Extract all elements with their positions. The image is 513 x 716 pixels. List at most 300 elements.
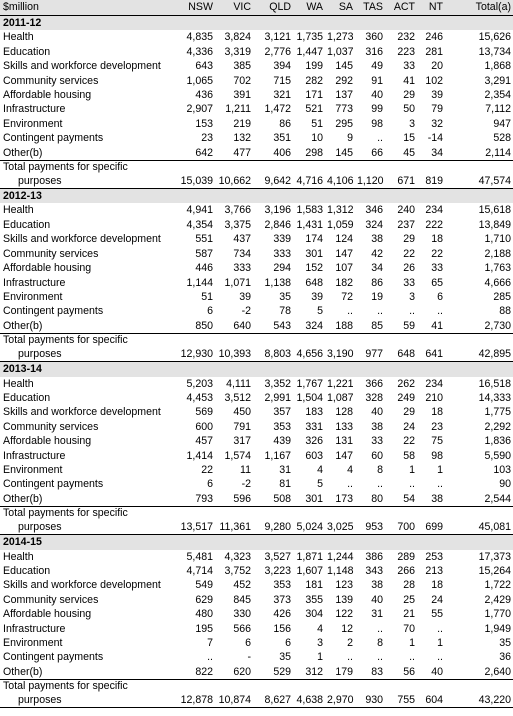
year-row bbox=[0, 535, 513, 550]
table-cell: 324 bbox=[365, 218, 383, 231]
table-cell: 285 bbox=[493, 290, 511, 303]
table-cell: 3,121 bbox=[264, 31, 291, 44]
table-cell: 4,323 bbox=[224, 550, 251, 563]
table-cell: 702 bbox=[233, 74, 251, 87]
table-row bbox=[0, 492, 513, 507]
table-cell: 38 bbox=[371, 420, 383, 433]
table-cell: 947 bbox=[493, 117, 511, 130]
row-label: Environment bbox=[3, 117, 63, 130]
table-row bbox=[0, 232, 513, 246]
total-blank bbox=[215, 507, 253, 521]
table-cell: 791 bbox=[233, 420, 251, 433]
table-cell: 596 bbox=[215, 492, 253, 507]
table-cell: 298 bbox=[293, 146, 325, 161]
total-blank bbox=[253, 507, 293, 521]
total-cell: 12,930 bbox=[175, 348, 215, 362]
table-row bbox=[0, 607, 513, 621]
row-label: Contingent payments bbox=[3, 478, 104, 491]
total-cell: 4,638 bbox=[293, 694, 325, 708]
table-cell: 210 bbox=[425, 391, 443, 404]
table-cell: 330 bbox=[233, 608, 251, 621]
table-cell: 13,734 bbox=[478, 45, 511, 58]
table-cell: 1,472 bbox=[264, 103, 291, 116]
table-cell: 1,735 bbox=[296, 31, 323, 44]
table-cell: 79 bbox=[431, 103, 443, 116]
row-label: Skills and workforce development bbox=[3, 233, 161, 246]
total-blank bbox=[445, 161, 513, 175]
table-cell: 86 bbox=[279, 117, 291, 130]
table-cell: 1,221 bbox=[327, 377, 354, 390]
table-cell: 38 bbox=[417, 492, 445, 507]
table-cell: 529 bbox=[253, 665, 293, 680]
row-label: Education bbox=[3, 565, 51, 577]
total-blank bbox=[175, 507, 215, 521]
table-cell: -2 bbox=[241, 478, 251, 491]
table-cell: 773 bbox=[335, 103, 353, 116]
year-label: 2014-15 bbox=[0, 535, 175, 550]
table-cell: 65 bbox=[431, 276, 443, 289]
year-label: 2013-14 bbox=[0, 362, 175, 377]
table-cell: 72 bbox=[341, 290, 353, 303]
row-label: Skills and workforce development bbox=[3, 579, 161, 592]
table-cell: 145 bbox=[325, 146, 355, 161]
table-cell: 179 bbox=[325, 665, 355, 680]
table-cell: 2,846 bbox=[264, 218, 291, 231]
table-cell: 1,312 bbox=[327, 204, 354, 217]
table-cell: 234 bbox=[425, 377, 443, 390]
table-cell: 13,849 bbox=[478, 218, 511, 231]
table-cell: 353 bbox=[273, 420, 291, 433]
table-cell: 90 bbox=[499, 478, 511, 491]
table-cell: 42 bbox=[371, 247, 383, 260]
total-blank bbox=[355, 334, 385, 348]
table-row bbox=[0, 636, 513, 650]
row-label: Contingent payments bbox=[3, 651, 104, 664]
total-cell: 10,662 bbox=[215, 175, 253, 189]
table-cell: 18 bbox=[431, 579, 443, 592]
table-cell: 131 bbox=[335, 435, 353, 448]
table-cell: 35 bbox=[279, 290, 291, 303]
total-row bbox=[0, 348, 513, 362]
table-cell: 4 bbox=[317, 622, 323, 635]
row-label: Community services bbox=[3, 420, 99, 433]
table-cell: 2,776 bbox=[264, 45, 291, 58]
table-cell: 22 bbox=[431, 247, 443, 260]
total-cell: 5,024 bbox=[293, 521, 325, 535]
table-row bbox=[0, 218, 513, 232]
table-cell: 850 bbox=[175, 319, 215, 334]
table-cell: 98 bbox=[431, 449, 443, 462]
header-row bbox=[0, 0, 513, 16]
table-row bbox=[0, 102, 513, 116]
table-cell: -14 bbox=[427, 132, 443, 145]
row-label: Infrastructure bbox=[3, 622, 66, 635]
table-cell: 182 bbox=[335, 276, 353, 289]
table-cell: 8 bbox=[377, 637, 383, 650]
table-cell: 4 bbox=[347, 463, 353, 476]
table-cell: 103 bbox=[493, 463, 511, 476]
table-cell: .. bbox=[377, 622, 383, 635]
table-cell: 436 bbox=[195, 89, 213, 102]
total-cell: 10,393 bbox=[215, 348, 253, 362]
table-cell: 1,431 bbox=[296, 218, 323, 231]
table-row bbox=[0, 405, 513, 419]
total-label: Total payments for specific bbox=[3, 507, 128, 520]
row-label: Other(b) bbox=[0, 665, 175, 680]
total-row-line1 bbox=[0, 507, 513, 521]
table-cell: 35 bbox=[279, 651, 291, 664]
table-cell: 3,319 bbox=[224, 45, 251, 58]
table-cell: 147 bbox=[335, 449, 353, 462]
table-cell: 199 bbox=[305, 60, 323, 73]
row-label: Other(b) bbox=[0, 492, 175, 507]
table-cell: 1 bbox=[437, 637, 443, 650]
table-cell: 75 bbox=[431, 435, 443, 448]
table-cell: 173 bbox=[325, 492, 355, 507]
table-cell: 521 bbox=[305, 103, 323, 116]
table-cell: 24 bbox=[403, 420, 415, 433]
table-cell: 551 bbox=[195, 233, 213, 246]
total-cell: 819 bbox=[417, 175, 445, 189]
table-cell: 1,037 bbox=[327, 45, 354, 58]
table-cell: 394 bbox=[273, 60, 291, 73]
table-cell: 4,835 bbox=[186, 31, 213, 44]
year-row-blank bbox=[253, 362, 293, 377]
total-label: Total payments for specific bbox=[3, 334, 128, 347]
table-cell: 39 bbox=[311, 290, 323, 303]
table-cell: 5,590 bbox=[484, 449, 511, 462]
table-cell: 40 bbox=[371, 89, 383, 102]
total-cell: 43,220 bbox=[445, 694, 513, 708]
column-header: TAS bbox=[355, 0, 385, 16]
total-cell: 604 bbox=[417, 694, 445, 708]
total-cell: 10,874 bbox=[215, 694, 253, 708]
table-row bbox=[0, 59, 513, 73]
total-blank bbox=[175, 334, 215, 348]
table-cell: 195 bbox=[195, 622, 213, 635]
table-cell: 40 bbox=[371, 593, 383, 606]
table-cell: 2 bbox=[347, 637, 353, 650]
table-cell: 133 bbox=[335, 420, 353, 433]
year-label: 2012-13 bbox=[0, 189, 175, 204]
table-cell: 4,666 bbox=[484, 276, 511, 289]
table-cell: 386 bbox=[365, 550, 383, 563]
table-cell: 219 bbox=[233, 117, 251, 130]
year-row-blank bbox=[215, 362, 253, 377]
row-label: Environment bbox=[3, 463, 63, 476]
total-blank bbox=[385, 507, 417, 521]
table-cell: 1,767 bbox=[296, 377, 323, 390]
row-label: Infrastructure bbox=[3, 276, 66, 289]
table-cell: 1,775 bbox=[484, 406, 511, 419]
table-row bbox=[0, 477, 513, 491]
table-cell: 3 bbox=[409, 290, 415, 303]
table-cell: 1 bbox=[409, 637, 415, 650]
table-cell: 124 bbox=[335, 233, 353, 246]
table-cell: 3,766 bbox=[224, 204, 251, 217]
table-cell: 1,949 bbox=[484, 622, 511, 635]
total-row bbox=[0, 175, 513, 189]
table-cell: 240 bbox=[397, 204, 415, 217]
table-cell: 21 bbox=[403, 608, 415, 621]
year-row-blank bbox=[253, 16, 293, 31]
table-row bbox=[0, 449, 513, 463]
total-cell: 45,081 bbox=[445, 521, 513, 535]
table-row bbox=[0, 593, 513, 607]
row-label: Education bbox=[3, 391, 51, 404]
table-cell: 18 bbox=[431, 406, 443, 419]
table-cell: 49 bbox=[371, 60, 383, 73]
table-cell: 88 bbox=[499, 305, 511, 318]
year-row-blank bbox=[175, 189, 215, 204]
table-cell: 1,414 bbox=[186, 449, 213, 462]
table-cell: 4,941 bbox=[186, 204, 213, 217]
year-row-blank bbox=[325, 362, 355, 377]
table-row bbox=[0, 463, 513, 477]
table-cell: 223 bbox=[397, 45, 415, 58]
total-cell: 4,716 bbox=[293, 175, 325, 189]
total-blank bbox=[325, 161, 355, 175]
table-cell: 1,071 bbox=[224, 276, 251, 289]
table-cell: 22 bbox=[403, 247, 415, 260]
table-cell: 406 bbox=[253, 146, 293, 161]
total-blank bbox=[417, 334, 445, 348]
table-row bbox=[0, 564, 513, 578]
row-label: Environment bbox=[3, 290, 63, 303]
table-cell: 1,148 bbox=[327, 565, 354, 577]
table-cell: 137 bbox=[335, 89, 353, 102]
row-label: Health bbox=[3, 377, 34, 390]
table-cell: 262 bbox=[397, 377, 415, 390]
total-blank bbox=[355, 161, 385, 175]
table-cell: 15,264 bbox=[478, 565, 511, 577]
table-cell: 38 bbox=[371, 579, 383, 592]
table-cell: 1,722 bbox=[484, 579, 511, 592]
year-row-blank bbox=[325, 16, 355, 31]
table-row bbox=[0, 665, 513, 680]
table-cell: 9 bbox=[347, 132, 353, 145]
table-row bbox=[0, 550, 513, 564]
table-cell: 324 bbox=[293, 319, 325, 334]
table-cell: -2 bbox=[241, 305, 251, 318]
table-cell: 3,223 bbox=[264, 565, 291, 577]
table-cell: 1,710 bbox=[484, 233, 511, 246]
table-cell: 98 bbox=[371, 117, 383, 130]
table-cell: 99 bbox=[371, 103, 383, 116]
table-cell: 2,429 bbox=[484, 593, 511, 606]
year-row-blank bbox=[175, 16, 215, 31]
table-cell: 55 bbox=[431, 608, 443, 621]
year-row bbox=[0, 362, 513, 377]
table-cell: 5,203 bbox=[186, 377, 213, 390]
table-cell: 2,354 bbox=[484, 89, 511, 102]
table-cell: 253 bbox=[425, 550, 443, 563]
table-cell: 793 bbox=[175, 492, 215, 507]
table-cell: 715 bbox=[273, 74, 291, 87]
table-cell: 3 bbox=[317, 637, 323, 650]
table-cell: 60 bbox=[371, 449, 383, 462]
table-cell: 437 bbox=[233, 233, 251, 246]
year-row-blank bbox=[355, 362, 385, 377]
table-cell: 346 bbox=[365, 204, 383, 217]
total-blank bbox=[293, 334, 325, 348]
table-cell: 301 bbox=[293, 492, 325, 507]
year-row-blank bbox=[417, 189, 445, 204]
table-cell: 31 bbox=[371, 608, 383, 621]
table-cell: 213 bbox=[425, 565, 443, 577]
total-label-cont: purposes bbox=[0, 175, 175, 189]
table-cell: .. bbox=[437, 622, 443, 635]
table-cell: 289 bbox=[397, 550, 415, 563]
table-cell: 1,167 bbox=[264, 449, 291, 462]
total-blank bbox=[293, 161, 325, 175]
table-cell: 41 bbox=[403, 74, 415, 87]
row-label: Infrastructure bbox=[3, 103, 66, 116]
total-label-cont: purposes bbox=[0, 694, 175, 708]
row-label: Community services bbox=[3, 74, 99, 87]
table-cell: 282 bbox=[305, 74, 323, 87]
total-cell: 12,878 bbox=[175, 694, 215, 708]
table-cell: .. bbox=[409, 305, 415, 318]
table-cell: 51 bbox=[201, 290, 213, 303]
table-cell: 457 bbox=[195, 435, 213, 448]
table-cell: 145 bbox=[335, 60, 353, 73]
table-cell: 480 bbox=[195, 608, 213, 621]
row-label: Affordable housing bbox=[3, 262, 92, 275]
total-cell: 42,895 bbox=[445, 348, 513, 362]
total-blank bbox=[175, 161, 215, 175]
table-cell: 643 bbox=[195, 60, 213, 73]
table-row bbox=[0, 261, 513, 275]
table-cell: 3,375 bbox=[224, 218, 251, 231]
total-row bbox=[0, 521, 513, 535]
total-cell: 1,120 bbox=[357, 174, 384, 187]
table-cell: 2,114 bbox=[445, 146, 513, 161]
table-cell: 35 bbox=[499, 637, 511, 650]
table-cell: 339 bbox=[273, 233, 291, 246]
year-row-blank bbox=[385, 189, 417, 204]
table-cell: 439 bbox=[273, 435, 291, 448]
table-cell: 1 bbox=[317, 651, 323, 664]
year-row-blank bbox=[253, 535, 293, 550]
table-cell: 603 bbox=[305, 449, 323, 462]
table-cell: 543 bbox=[253, 319, 293, 334]
table-cell: 3,291 bbox=[484, 74, 511, 87]
table-cell: 1,871 bbox=[296, 550, 323, 563]
total-row-line1 bbox=[0, 334, 513, 348]
total-blank bbox=[385, 161, 417, 175]
table-cell: 1,138 bbox=[264, 276, 291, 289]
table-body bbox=[0, 16, 513, 708]
table-row bbox=[0, 276, 513, 290]
table-cell: 2,730 bbox=[445, 319, 513, 334]
table-cell: .. bbox=[377, 132, 383, 145]
table-cell: 385 bbox=[233, 60, 251, 73]
row-label: Affordable housing bbox=[3, 608, 92, 621]
table-row bbox=[0, 420, 513, 434]
table-cell: 32 bbox=[431, 117, 443, 130]
year-row-blank bbox=[175, 362, 215, 377]
table-cell: 11 bbox=[240, 463, 251, 476]
row-label: Health bbox=[3, 550, 34, 563]
table-cell: 6 bbox=[285, 637, 291, 650]
table-cell: 281 bbox=[425, 45, 443, 58]
table-cell: 15,618 bbox=[478, 204, 511, 217]
table-cell: 23 bbox=[431, 420, 443, 433]
year-row-blank bbox=[355, 535, 385, 550]
total-cell: 2,970 bbox=[327, 693, 354, 706]
table-cell: 373 bbox=[273, 593, 291, 606]
table-cell: 33 bbox=[403, 60, 415, 73]
total-cell: 671 bbox=[385, 175, 417, 189]
total-label: Total payments for specific bbox=[3, 680, 128, 693]
column-header: Total(a) bbox=[445, 0, 513, 16]
total-blank bbox=[445, 507, 513, 521]
total-cell: 930 bbox=[355, 694, 385, 708]
table-cell: 56 bbox=[385, 665, 417, 680]
total-blank bbox=[417, 507, 445, 521]
total-label-cont: purposes bbox=[0, 521, 175, 535]
table-cell: 222 bbox=[425, 218, 443, 231]
table-cell: 5,481 bbox=[186, 550, 213, 563]
table-cell: 17,373 bbox=[478, 550, 511, 563]
table-cell: 2,640 bbox=[445, 665, 513, 680]
table-row bbox=[0, 117, 513, 131]
table-cell: 1,087 bbox=[327, 391, 354, 404]
table-cell: .. bbox=[437, 305, 443, 318]
table-cell: 22 bbox=[403, 435, 415, 448]
total-blank bbox=[325, 680, 355, 694]
column-header: ACT bbox=[385, 0, 417, 16]
table-cell: 59 bbox=[385, 319, 417, 334]
table-cell: .. bbox=[409, 478, 415, 491]
row-label: Education bbox=[3, 218, 51, 231]
table-cell: 1,763 bbox=[484, 262, 511, 275]
total-blank bbox=[215, 334, 253, 348]
row-label: Community services bbox=[3, 593, 99, 606]
table-cell: 3,752 bbox=[224, 565, 251, 577]
table-cell: 33 bbox=[403, 276, 415, 289]
table-cell: 36 bbox=[499, 651, 511, 664]
table-cell: 15,626 bbox=[478, 31, 511, 44]
year-row-blank bbox=[253, 189, 293, 204]
table-cell: 128 bbox=[335, 406, 353, 419]
table-cell: 366 bbox=[365, 377, 383, 390]
column-header: VIC bbox=[215, 0, 253, 16]
row-label: Health bbox=[3, 31, 34, 44]
table-cell: 452 bbox=[233, 579, 251, 592]
row-label: Other(b) bbox=[0, 319, 175, 334]
year-row-blank bbox=[325, 535, 355, 550]
total-cell: 47,574 bbox=[445, 175, 513, 189]
table-cell: 1,574 bbox=[224, 449, 251, 462]
total-blank bbox=[293, 507, 325, 521]
table-cell: 50 bbox=[403, 103, 415, 116]
table-cell: 4,714 bbox=[186, 565, 213, 577]
table-cell: 28 bbox=[403, 579, 415, 592]
table-cell: 33 bbox=[371, 435, 383, 448]
table-cell: 45 bbox=[385, 146, 417, 161]
table-cell: 333 bbox=[273, 247, 291, 260]
table-cell: 1,868 bbox=[484, 60, 511, 73]
table-cell: 331 bbox=[305, 420, 323, 433]
table-row bbox=[0, 391, 513, 405]
table-cell: 1,065 bbox=[186, 74, 213, 87]
table-cell: 16,518 bbox=[478, 377, 511, 390]
table-cell: 357 bbox=[273, 406, 291, 419]
table-cell: 4,111 bbox=[226, 377, 251, 390]
table-cell: 7,112 bbox=[485, 103, 511, 116]
